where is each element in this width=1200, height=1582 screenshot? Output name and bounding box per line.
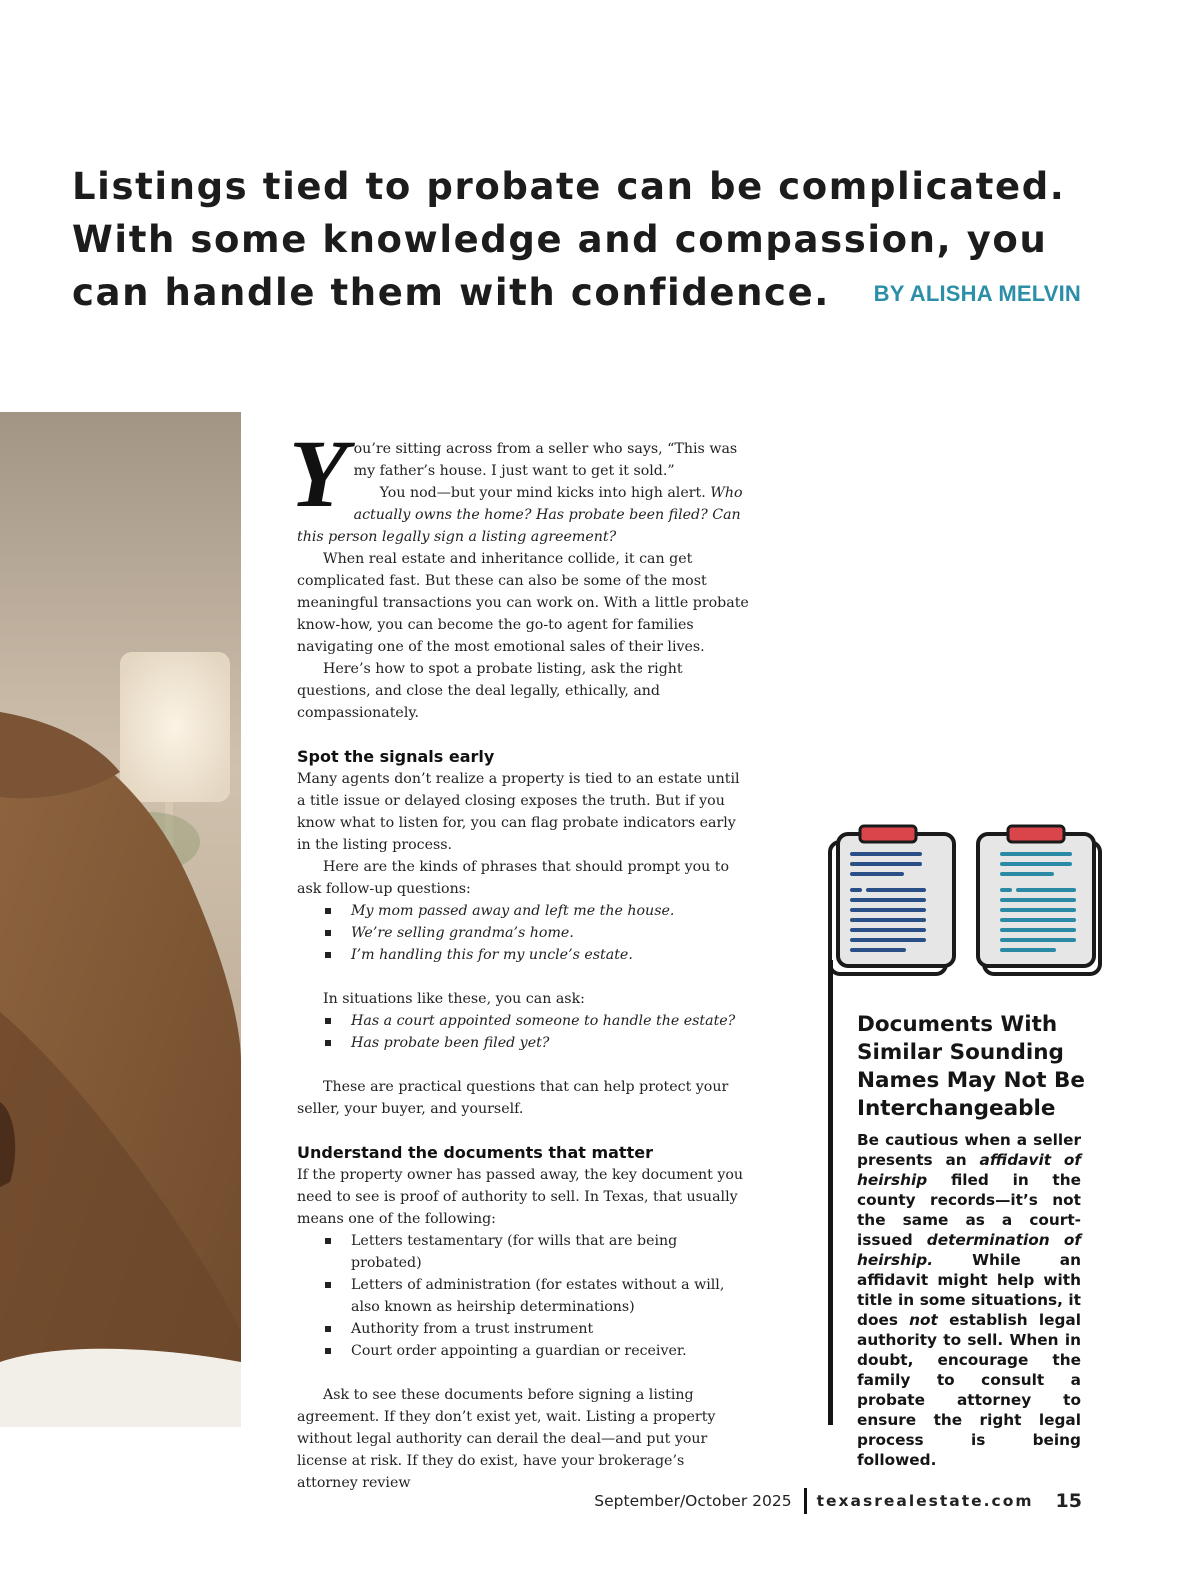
list-item: I’m handling this for my uncle’s estate. (351, 944, 749, 966)
sidebar-text: While an affidavit might help with title in some situations, it does (857, 1251, 1081, 1329)
section-heading-documents: Understand the documents that matter (297, 1143, 653, 1162)
footer-divider (804, 1488, 807, 1514)
list-item: Court order appointing a guardian or receiver. (351, 1340, 749, 1362)
sidebar-text: establish legal authority to sell. When in doubt, encourage the family to consult a probate attorney to ensure the right legal process is being followed. (857, 1311, 1081, 1469)
section-heading-signals: Spot the signals early (297, 747, 495, 766)
sidebar-text: filed in the county records—it’s not the same as a court-issued (857, 1171, 1081, 1249)
drop-cap: Y (289, 420, 348, 527)
article-photo (0, 412, 241, 1427)
list-item: Letters testamentary (for wills that are being probated) (351, 1230, 749, 1274)
list-item: We’re selling grandma’s home. (351, 922, 749, 944)
list-item: Has a court appointed someone to handle the estate? (351, 1010, 749, 1032)
sidebar-text: Be cautious when a seller presents an (857, 1131, 1081, 1169)
paragraph: When real estate and inheritance collide, it can get complicated fast. But these can also be some of the most meaningful transactions you can work on. With a little probate know-how, you can become the go-to agent for families navigating one of the most emotional sales of their lives. (297, 551, 749, 655)
page-footer (594, 1486, 1082, 1516)
article-body (289, 420, 749, 1494)
paragraph: If the property owner has passed away, the key document you need to see is proof of authority to sell. In Texas, that usually means one of the following: (297, 1167, 744, 1227)
website-link[interactable]: texasrealestate.com (816, 1492, 1034, 1510)
paragraph-text: You nod—but your mind kicks into high alert. (379, 485, 711, 501)
sidebar-italic: determination of heirship. (857, 1231, 1081, 1269)
phrases-list (297, 900, 749, 966)
paragraph: Many agents don’t realize a property is tied to an estate until a title issue or delayed closing exposes the truth. But if you know what to listen for, you can flag probate indicators early in the listing process. (297, 771, 740, 853)
paragraph-italic: Who actually owns the home? Has probate been filed? Can this person legally sign a listing agreement? (297, 485, 743, 545)
paragraph: Ask to see these documents before signing a listing agreement. If they don’t exist yet, wait. Listing a property without legal authority can derail the deal—and put your license at risk. If they do exist, have your brokerage’s attorney review (297, 1387, 716, 1491)
issue-date: September/October 2025 (594, 1492, 792, 1510)
list-item: Authority from a trust instrument (351, 1318, 749, 1340)
clipboard-right-icon (978, 826, 1100, 974)
list-item: Has probate been filed yet? (351, 1032, 749, 1054)
paragraph: Here’s how to spot a probate listing, ask the right questions, and close the deal legally, ethically, and compassionately. (297, 661, 683, 721)
clipboard-icons (824, 824, 1104, 984)
sidebar-italic: affidavit of heirship (857, 1151, 1081, 1189)
list-item: My mom passed away and left me the house. (351, 900, 749, 922)
byline: BY ALISHA MELVIN (873, 281, 1081, 306)
paragraph (297, 482, 749, 548)
clipboard-left-icon (830, 826, 954, 974)
page-number: 15 (1055, 1490, 1082, 1512)
intro-text: ou’re sitting across from a seller who says, “This was my father’s house. I just want to get it sold.” (353, 441, 738, 479)
sidebar-italic: not (909, 1311, 938, 1329)
list-item: Letters of administration (for estates without a will, also known as heirship determinations) (351, 1274, 749, 1318)
documents-list (297, 1230, 749, 1362)
paragraph: Here are the kinds of phrases that should prompt you to ask follow-up questions: (297, 859, 730, 897)
sidebar-body (857, 1130, 1081, 1470)
paragraph: In situations like these, you can ask: (323, 991, 585, 1007)
paragraph: These are practical questions that can help protect your seller, your buyer, and yourself. (297, 1079, 729, 1117)
sidebar-rule (828, 960, 833, 1425)
questions-list (297, 1010, 749, 1054)
sidebar-title: Documents With Similar Sounding Names May Not Be Interchangeable (857, 1012, 1086, 1121)
headline: Listings tied to probate can be complicated. With some knowledge and compassion, you can handle them with confidence. (72, 165, 1066, 314)
